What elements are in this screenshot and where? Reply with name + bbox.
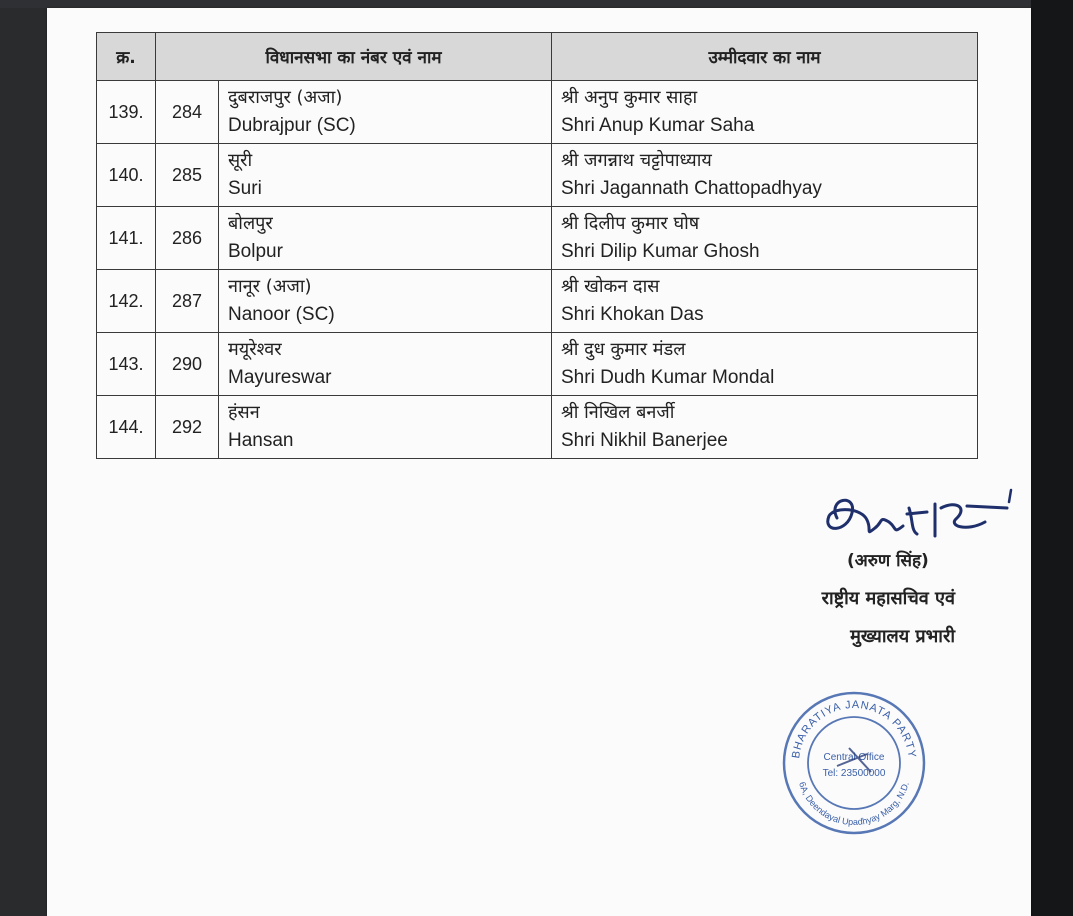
- ac-number-cell: 292: [156, 396, 219, 459]
- candidate-cell: [552, 333, 978, 396]
- candidate-name-english: Shri Anup Kumar Saha: [561, 115, 755, 136]
- ac-number-cell: 287: [156, 270, 219, 333]
- stamp-address-text: 6A, Deendayal Upadhyay Marg, N.D.: [797, 780, 911, 828]
- signer-name: (अरुण सिंह): [847, 551, 929, 571]
- signature-image: [817, 478, 1017, 558]
- candidate-name-english: Shri Jagannath Chattopadhyay: [561, 178, 822, 199]
- header-serial: क्र.: [97, 33, 156, 81]
- table-row: [97, 396, 978, 459]
- candidate-name-english: Shri Dilip Kumar Ghosh: [561, 241, 760, 262]
- candidate-name-hindi: श्री दुध कुमार मंडल: [561, 339, 686, 360]
- candidate-cell: [552, 270, 978, 333]
- ac-number-cell: 285: [156, 144, 219, 207]
- constituency-cell: [219, 333, 552, 396]
- stamp-line-2: Tel: 23500000: [822, 768, 886, 779]
- candidate-name-hindi: श्री जगन्नाथ चट्टोपाध्याय: [561, 150, 712, 171]
- candidate-name-hindi: श्री खोकन दास: [561, 276, 660, 297]
- designation-line-1: राष्ट्रीय महासचिव एवं: [821, 588, 955, 609]
- candidate-cell: [552, 144, 978, 207]
- candidate-name-english: Shri Dudh Kumar Mondal: [561, 367, 775, 388]
- constituency-name-hindi: बोलपुर: [228, 213, 273, 234]
- constituency-cell: [219, 270, 552, 333]
- constituency-name-english: Suri: [228, 178, 262, 199]
- constituency-name-english: Dubrajpur (SC): [228, 115, 356, 136]
- constituency-name-english: Hansan: [228, 430, 294, 451]
- document-page: [47, 8, 1031, 916]
- ac-number-cell: 290: [156, 333, 219, 396]
- constituency-cell: [219, 144, 552, 207]
- candidate-name-hindi: श्री दिलीप कुमार घोष: [561, 213, 700, 234]
- signer-designation: [822, 580, 955, 656]
- candidate-name-english: Shri Khokan Das: [561, 304, 704, 325]
- table-header-row: [97, 33, 978, 81]
- viewer-background-right: [1031, 0, 1073, 916]
- serial-number-cell: 142.: [97, 270, 156, 333]
- stamp-line-1: Central Office: [823, 752, 885, 763]
- table-row: [97, 144, 978, 207]
- candidate-cell: [552, 81, 978, 144]
- serial-number-cell: 143.: [97, 333, 156, 396]
- constituency-name-english: Bolpur: [228, 241, 283, 262]
- party-seal-stamp: [779, 688, 929, 838]
- serial-number-cell: 144.: [97, 396, 156, 459]
- candidate-name-hindi: श्री अनुप कुमार साहा: [561, 87, 698, 108]
- table-row: [97, 270, 978, 333]
- candidate-name-english: Shri Nikhil Banerjee: [561, 430, 728, 451]
- designation-line-2: मुख्यालय प्रभारी: [850, 626, 955, 647]
- header-candidate: उम्मीदवार का नाम: [552, 33, 978, 81]
- constituency-name-hindi: दुबराजपुर (अजा): [228, 87, 343, 108]
- table-row: [97, 333, 978, 396]
- header-constituency: विधानसभा का नंबर एवं नाम: [156, 33, 552, 81]
- ac-number-cell: 284: [156, 81, 219, 144]
- constituency-cell: [219, 207, 552, 270]
- constituency-name-english: Nanoor (SC): [228, 304, 335, 325]
- candidate-cell: [552, 207, 978, 270]
- serial-number-cell: 140.: [97, 144, 156, 207]
- serial-number-cell: 141.: [97, 207, 156, 270]
- viewer-background-left: [0, 0, 47, 916]
- candidate-list-table: [96, 32, 978, 459]
- candidate-cell: [552, 396, 978, 459]
- constituency-name-hindi: सूरी: [228, 150, 253, 171]
- constituency-cell: [219, 396, 552, 459]
- constituency-name-english: Mayureswar: [228, 367, 332, 388]
- serial-number-cell: 139.: [97, 81, 156, 144]
- constituency-name-hindi: हंसन: [228, 402, 260, 423]
- constituency-name-hindi: नानूर (अजा): [228, 276, 312, 297]
- candidate-name-hindi: श्री निखिल बनर्जी: [561, 402, 675, 423]
- table-row: [97, 81, 978, 144]
- viewer-background-top: [0, 0, 1073, 8]
- constituency-name-hindi: मयूरेश्वर: [228, 339, 282, 360]
- ac-number-cell: 286: [156, 207, 219, 270]
- stamp-outer-text: BHARATIYA JANATA PARTY: [790, 698, 918, 760]
- table-row: [97, 207, 978, 270]
- constituency-cell: [219, 81, 552, 144]
